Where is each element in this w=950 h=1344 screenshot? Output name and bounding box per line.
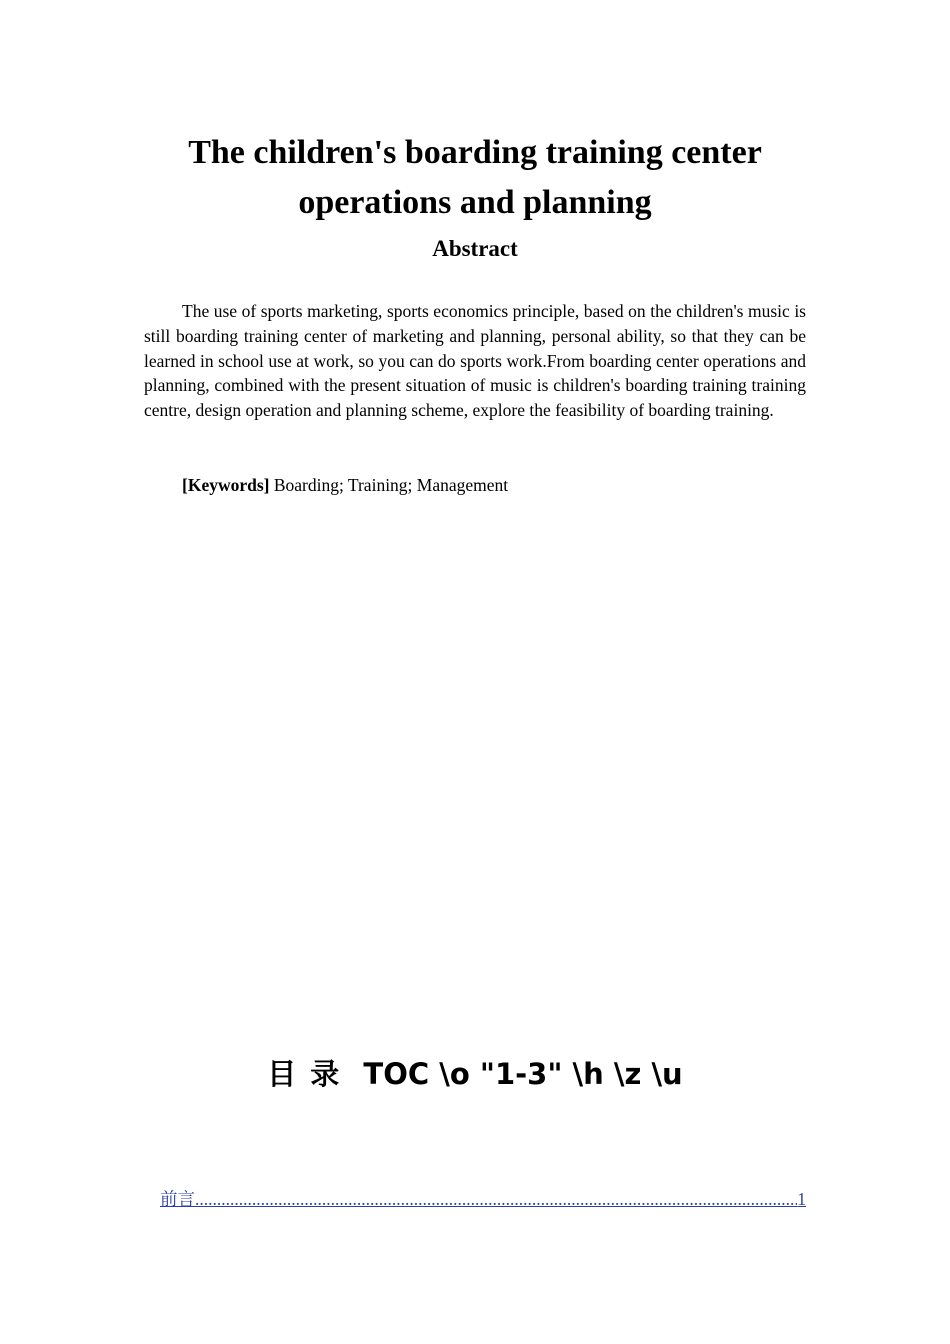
keywords-line (182, 473, 508, 498)
toc-heading (0, 1051, 950, 1097)
abstract-heading: Abstract (432, 236, 518, 261)
toc-entry-page-number: 1 (797, 1189, 806, 1209)
keywords-label: [Keywords] (182, 475, 270, 495)
document-title: The children's boarding training center operations and planning (188, 134, 762, 221)
toc-dot-leader (195, 1186, 797, 1212)
toc-heading-cjk: 目录 (267, 1057, 354, 1091)
toc-field-code: TOC \o "1-3" \h \z \u (363, 1057, 683, 1091)
abstract-paragraph: The use of sports marketing, sports economics principle, based on the children's music is still boarding training center of marketing and planning, personal ability, so that they can be learned in school use at work, so you can do sports work.From boarding center operations and planning, combined with the present situation of music is children's boarding training training centre, design operation and planning scheme, explore the feasibility of boarding training. (144, 301, 806, 421)
keywords-value: Boarding; Training; Management (269, 475, 509, 495)
toc-entry-preface[interactable] (160, 1186, 806, 1212)
toc-entry-label: 前言 (160, 1189, 195, 1209)
